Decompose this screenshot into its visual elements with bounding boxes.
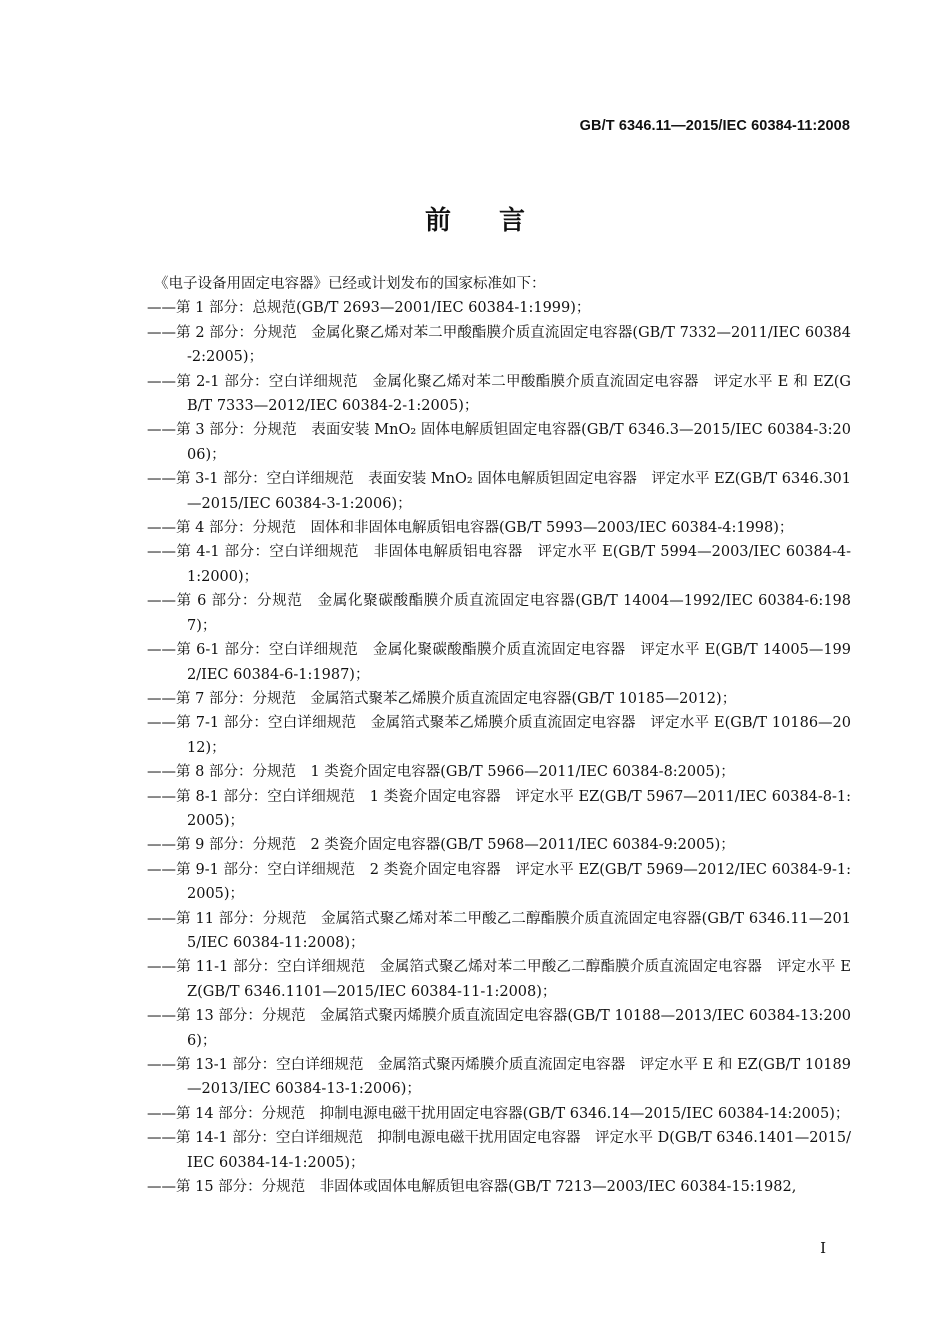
list-item: ——第 3 部分：分规范 表面安装 MnO₂ 固体电解质钽固定电容器(GB/T 6346.3—2015/IEC 60384-3:2006)；: [147, 422, 851, 463]
list-item: ——第 8 部分：分规范 1 类瓷介固定电容器(GB/T 5966—2011/IEC 60384-8:2005)；: [147, 764, 735, 781]
list-item: ——第 6 部分：分规范 金属化聚碳酸酯膜介质直流固定电容器(GB/T 14004—1992/IEC 60384-6:1987)；: [147, 593, 851, 634]
list-item: ——第 3-1 部分：空白详细规范 表面安装 MnO₂ 固体电解质钽固定电容器 评定水平 EZ(GB/T 6346.301—2015/IEC 60384-3-1:2006)；: [147, 471, 851, 512]
list-item: ——第 4 部分：分规范 固体和非固体电解质铝电容器(GB/T 5993—2003/IEC 60384-4:1998)；: [147, 520, 794, 537]
list-item: ——第 2-1 部分：空白详细规范 金属化聚乙烯对苯二甲酸酯膜介质直流固定电容器 评定水平 E 和 EZ(GB/T 7333—2012/IEC 60384-2-1:2005)；: [147, 373, 851, 415]
list-item: ——第 11-1 部分：空白详细规范 金属箔式聚乙烯对苯二甲酸乙二醇酯膜介质直流固定电容器 评定水平 EZ(GB/T 6346.1101—2015/IEC 60384-11-1:2008)；: [147, 959, 851, 1000]
page-title: 前言: [424, 206, 573, 236]
preface-body: [147, 272, 851, 1199]
list-item: ——第 1 部分：总规范(GB/T 2693—2001/IEC 60384-1:1999)；: [147, 300, 591, 317]
list-item: ——第 13 部分：分规范 金属箔式聚丙烯膜介质直流固定电容器(GB/T 10188—2013/IEC 60384-13:2006)；: [147, 1008, 851, 1049]
page-number: I: [820, 1239, 826, 1257]
list-item: ——第 4-1 部分：空白详细规范 非固体电解质铝电容器 评定水平 E(GB/T 5994—2003/IEC 60384-4-1:2000)；: [147, 544, 851, 585]
list-item: ——第 11 部分：分规范 金属箔式聚乙烯对苯二甲酸乙二醇酯膜介质直流固定电容器(GB/T 6346.11—2015/IEC 60384-11:2008)；: [147, 910, 851, 951]
list-item: ——第 2 部分：分规范 金属化聚乙烯对苯二甲酸酯膜介质直流固定电容器(GB/T 7332—2011/IEC 60384-2:2005)；: [147, 324, 851, 366]
list-item: ——第 9-1 部分：空白详细规范 2 类瓷介固定电容器 评定水平 EZ(GB/T 5969—2012/IEC 60384-9-1:2005)；: [147, 861, 851, 903]
list-item: ——第 14-1 部分：空白详细规范 抑制电源电磁干扰用固定电容器 评定水平 D(GB/T 6346.1401—2015/IEC 60384-14-1:2005)；: [147, 1130, 851, 1171]
list-item: ——第 6-1 部分：空白详细规范 金属化聚碳酸酯膜介质直流固定电容器 评定水平 E(GB/T 14005—1992/IEC 60384-6-1:1987)；: [147, 642, 851, 683]
standards-list: [147, 296, 851, 1199]
list-item: ——第 7 部分：分规范 金属箔式聚苯乙烯膜介质直流固定电容器(GB/T 10185—2012)；: [147, 690, 737, 707]
list-item: ——第 13-1 部分：空白详细规范 金属箔式聚丙烯膜介质直流固定电容器 评定水平 E 和 EZ(GB/T 10189—2013/IEC 60384-13-1:2006)；: [147, 1057, 851, 1098]
list-item: ——第 9 部分：分规范 2 类瓷介固定电容器(GB/T 5968—2011/IEC 60384-9:2005)；: [147, 837, 735, 854]
list-item: ——第 8-1 部分：空白详细规范 1 类瓷介固定电容器 评定水平 EZ(GB/T 5967—2011/IEC 60384-8-1:2005)；: [147, 788, 851, 829]
intro-paragraph: 《电子设备用固定电容器》已经或计划发布的国家标准如下：: [154, 276, 546, 292]
standard-code-header: GB/T 6346.11—2015/IEC 60384-11:2008: [579, 118, 850, 134]
list-item: ——第 15 部分：分规范 非固体或固体电解质钽电容器(GB/T 7213—2003/IEC 60384-15:1982,: [147, 1179, 797, 1196]
list-item: ——第 14 部分：分规范 抑制电源电磁干扰用固定电容器(GB/T 6346.14—2015/IEC 60384-14:2005)；: [147, 1105, 850, 1122]
list-item: ——第 7-1 部分：空白详细规范 金属箔式聚苯乙烯膜介质直流固定电容器 评定水平 E(GB/T 10186—2012)；: [147, 715, 851, 756]
